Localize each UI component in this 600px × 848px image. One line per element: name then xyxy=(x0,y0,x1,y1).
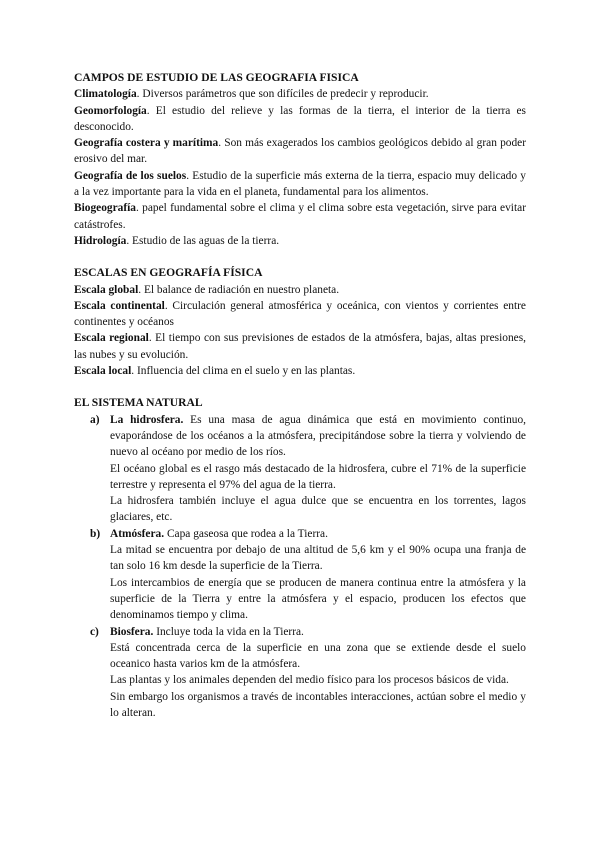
sistema-natural-list xyxy=(74,412,526,722)
definition: . Influencia del clima en el suelo y en las plantas. xyxy=(131,365,356,378)
list-item-biosfera xyxy=(74,624,526,722)
item-lead xyxy=(110,624,526,640)
term: Geografía costera y marítima xyxy=(74,137,219,150)
term: Escala global xyxy=(74,283,139,296)
document-page xyxy=(74,70,526,721)
term: Atmósfera. xyxy=(110,527,165,540)
item-paragraph: Los intercambios de energía que se producen de manera continua entre la atmósfera y la superficie de la Tierra y entre la atmósfera y el espacio, producen los efectos que denominamos tiempo y clima. xyxy=(110,576,526,622)
definition: . Diversos parámetros que son difíciles de predecir y reproducir. xyxy=(136,88,429,101)
term: Biogeografía xyxy=(74,202,137,215)
list-marker: b) xyxy=(90,527,101,540)
definition: . El balance de radiación en nuestro planeta. xyxy=(138,283,340,296)
entry-escala-continental xyxy=(74,298,526,331)
definition: . Circulación general atmosférica y oceánica, con vientos y corrientes entre continentes y océanos xyxy=(74,299,526,329)
term: Hidrología xyxy=(74,234,127,247)
entry-geomorfologia xyxy=(74,103,526,136)
entry-hidrologia xyxy=(74,233,526,249)
definition: . Estudio de la superficie más externa de la tierra, espacio muy delicado y a la vez importante para la vida en el planeta, fundamental para los alimentos. xyxy=(74,169,526,199)
term: Climatología xyxy=(74,88,137,101)
entry-geografia-costera xyxy=(74,135,526,168)
entry-biogeografia xyxy=(74,200,526,233)
item-paragraph: Las plantas y los animales dependen del medio físico para los procesos básicos de vida. xyxy=(110,674,509,687)
term: Escala local xyxy=(74,365,132,378)
definition: Incluye toda la vida en la Tierra. xyxy=(153,625,304,638)
term: La hidrosfera. xyxy=(110,413,184,426)
item-paragraph: El océano global es el rasgo más destacado de la hidrosfera, cubre el 71% de la superficie terrestre y representa el 97% del agua de la tierra. xyxy=(110,462,526,491)
term: Geomorfología xyxy=(74,104,147,117)
list-item-atmosfera xyxy=(74,526,526,624)
definition: . Son más exagerados los cambios geológicos debido al gran poder erosivo del mar. xyxy=(74,137,526,166)
list-marker: c) xyxy=(90,625,99,638)
definition: Es una masa de agua dinámica que está en movimiento continuo, evaporándose de los océanos a la atmósfera, precipitándose sobre la tierra y volviendo de nuevo al océano por medio de los ríos. xyxy=(110,413,527,459)
list-marker: a) xyxy=(90,413,100,426)
section-title-campos: CAMPOS DE ESTUDIO DE LAS GEOGRAFIA FISICA xyxy=(74,71,359,84)
item-lead xyxy=(110,412,526,461)
term: Geografía de los suelos xyxy=(74,169,187,182)
definition: . Estudio de las aguas de la tierra. xyxy=(126,234,280,247)
definition: . El tiempo con sus previsiones de estados de la atmósfera, bajas, altas presiones, las nubes y su evolución. xyxy=(74,332,526,361)
definition: . papel fundamental sobre el clima y el clima sobre esta vegetación, sirve para evitar catástrofes. xyxy=(74,202,526,231)
entry-escala-regional xyxy=(74,330,526,363)
definition: Capa gaseosa que rodea a la Tierra. xyxy=(164,527,328,540)
entry-escala-global xyxy=(74,282,526,298)
item-paragraph: La mitad se encuentra por debajo de una altitud de 5,6 km y el 90% ocupa una franja de tan solo 16 km desde la superficie de la Tierra. xyxy=(110,544,526,573)
term: Escala continental xyxy=(74,299,165,312)
section-title-sistema-natural: EL SISTEMA NATURAL xyxy=(74,396,203,410)
item-paragraph: Sin embargo los organismos a través de incontables interacciones, actúan sobre el medio y lo alteran. xyxy=(110,690,526,719)
section-title-escalas: ESCALAS EN GEOGRAFÍA FÍSICA xyxy=(74,266,263,280)
entry-climatologia xyxy=(74,86,526,102)
item-paragraph: La hidrosfera también incluye el agua dulce que se encuentra en los torrentes, lagos glaciares, etc. xyxy=(110,495,526,524)
section-spacer xyxy=(74,249,526,265)
term: Biosfera. xyxy=(110,625,154,638)
definition: . El estudio del relieve y las formas de la tierra, el interior de la tierra es desconocido. xyxy=(74,104,526,133)
term: Escala regional xyxy=(74,332,149,345)
item-lead xyxy=(110,526,526,542)
section-spacer xyxy=(74,379,526,395)
entry-geografia-suelos xyxy=(74,168,526,201)
entry-escala-local xyxy=(74,363,526,379)
item-paragraph: Está concentrada cerca de la superficie en una zona que se extiende desde el suelo oceanico hasta varios km de la atmósfera. xyxy=(110,641,526,671)
list-item-hidrosfera xyxy=(74,412,526,526)
